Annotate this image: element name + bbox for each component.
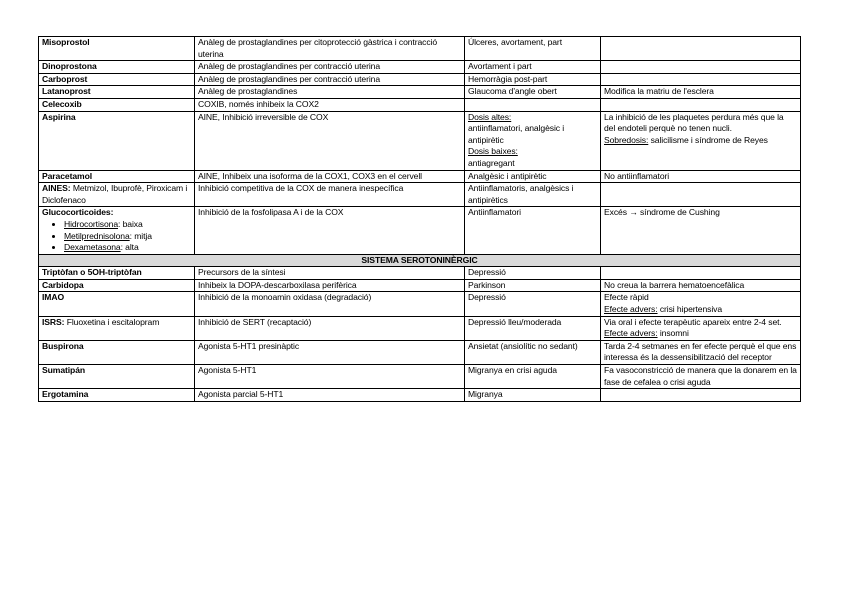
notes-cell [601,61,801,74]
mechanism-cell: Agonista parcial 5-HT1 [195,389,465,402]
potency-text: : baixa [118,218,143,229]
use-cell: Parkinson [465,279,601,292]
drug-name: Metilprednisolona [64,230,130,241]
table-row [39,73,801,86]
use-cell: Úlceres, avortament, part [465,37,601,61]
mechanism-cell: AINE, Inhibeix una isoforma de la COX1, COX3 en el cervell [195,170,465,183]
use-cell: Antiinflamatoris, analgèsics i antipirètics [465,183,601,207]
section-title: SISTEMA SEROTONINÈRGIC [39,254,801,267]
effect-note: Efecte ràpid [604,292,649,303]
drug-group-members: Metmizol, Ibuprofè, Piroxicam i Diclofenaco [42,183,188,205]
high-dose-text: antiinflamatori, analgèsic i antipirètic [468,123,565,145]
effect-note: Via oral i efecte terapèutic apareix entre 2-4 set. [604,316,782,327]
drug-cell: Ergotamina [39,389,195,402]
table-row [39,267,801,280]
table-row [39,170,801,183]
mechanism-cell: Inhibeix la DOPA-descarboxilasa perifèrica [195,279,465,292]
overdose-text: salicilisme i síndrome de Reyes [648,134,768,145]
drug-cell: IMAO [39,292,195,316]
table-row [39,86,801,99]
drug-group-members: Fluoxetina i escitalopram [64,316,160,327]
table-row [39,340,801,364]
notes-cell [601,111,801,170]
use-cell: Glaucoma d'angle obert [465,86,601,99]
table-row [39,111,801,170]
notes-cell [601,389,801,402]
table-row [39,389,801,402]
use-cell: Depressió [465,292,601,316]
drug-name: Dexametasona [64,242,121,253]
use-cell [465,98,601,111]
table-row [39,207,801,254]
potency-text: : mitja [129,230,152,241]
adverse-effect-label: Efecte advers: [604,328,658,339]
drug-cell: Latanoprost [39,86,195,99]
potency-text: : alta [120,242,139,253]
overdose-label: Sobredosis: [604,134,649,145]
use-cell [465,111,601,170]
drug-cell: Misoprostol [39,37,195,61]
use-cell: Migranya en crisi aguda [465,365,601,389]
drug-cell [39,183,195,207]
table-row [39,98,801,111]
notes-cell: No creua la barrera hematoencefàlica [601,279,801,292]
drug-name: Hidrocortisona [64,218,119,229]
table-row [39,37,801,61]
adverse-effect-label: Efecte advers: [604,304,658,315]
notes-cell [601,183,801,207]
drug-group-label: AINES: [42,183,71,194]
table-row [39,61,801,74]
section-header-row [39,254,801,267]
low-dose-text: antiagregant [468,157,515,168]
drug-cell: Carbidopa [39,279,195,292]
notes-cell [601,316,801,340]
mechanism-cell: Inhibició de la monoamin oxidasa (degradació) [195,292,465,316]
mechanism-cell: Agonista 5-HT1 [195,365,465,389]
use-cell: Ansietat (ansiolític no sedant) [465,340,601,364]
list-item [64,219,191,231]
notes-cell: No antiinflamatori [601,170,801,183]
table-row [39,183,801,207]
notes-cell: Modifica la matriu de l'esclera [601,86,801,99]
drug-cell [39,207,195,254]
use-cell: Antiinflamatori [465,207,601,254]
platelet-note: La inhibició de les plaquetes perdura més que la del endoteli perquè no tenen nucli. [604,111,784,134]
notes-cell [601,73,801,86]
mechanism-cell: AINE, Inhibició irreversible de COX [195,111,465,170]
mechanism-cell: Inhibició de SERT (recaptació) [195,316,465,340]
use-cell: Hemorràgia post-part [465,73,601,86]
pharmacology-table [38,36,801,402]
notes-cell [601,292,801,316]
notes-cell [601,37,801,61]
notes-cell [601,98,801,111]
notes-cell: Tarda 2-4 setmanes en fer efecte perquè el que ens interessa és la dessensibilització del receptor [601,340,801,364]
low-dose-label: Dosis baixes: [468,146,518,157]
notes-cell: Fa vasoconstricció de manera que la donarem en la fase de cefalea o crisi aguda [601,365,801,389]
mechanism-cell: Inhibició competitiva de la COX de manera inespecífica [195,183,465,207]
table-row [39,365,801,389]
use-cell: Analgèsic i antipirètic [465,170,601,183]
list-item [64,231,191,243]
drug-group-label: Glucocorticoides: [42,207,114,218]
drug-cell: Paracetamol [39,170,195,183]
drug-cell: Sumatipán [39,365,195,389]
drug-cell: Buspirona [39,340,195,364]
mechanism-cell: Anàleg de prostaglandines [195,86,465,99]
use-cell: Depressió lleu/moderada [465,316,601,340]
table-row [39,316,801,340]
drug-cell: Celecoxib [39,98,195,111]
drug-cell: Carboprost [39,73,195,86]
notes-cell [601,267,801,280]
mechanism-cell: Agonista 5-HT1 presinàptic [195,340,465,364]
drug-cell: Aspirina [39,111,195,170]
drug-cell [39,316,195,340]
table-row [39,292,801,316]
table-row [39,279,801,292]
mechanism-cell: Inhibició de la fosfolipasa A i de la COX [195,207,465,254]
mechanism-cell: COXIB, només inhibeix la COX2 [195,98,465,111]
notes-cell: Excés → síndrome de Cushing [601,207,801,254]
glucocorticoid-list [42,219,191,254]
adverse-effect-text: insomni [657,328,689,339]
mechanism-cell: Anàleg de prostaglandines per citoprotecció gàstrica i contracció uterina [195,37,465,61]
high-dose-label: Dosis altes: [468,111,512,122]
mechanism-cell: Anàleg de prostaglandines per contracció uterina [195,73,465,86]
adverse-effect-text: crisi hipertensiva [657,304,723,315]
drug-cell: Dinoprostona [39,61,195,74]
drug-group-label: ISRS: [42,316,65,327]
drug-cell: Triptòfan o 5OH-triptòfan [39,267,195,280]
mechanism-cell: Precursors de la síntesi [195,267,465,280]
use-cell: Avortament i part [465,61,601,74]
use-cell: Depressió [465,267,601,280]
use-cell: Migranya [465,389,601,402]
list-item [64,242,191,254]
mechanism-cell: Anàleg de prostaglandines per contracció uterina [195,61,465,74]
